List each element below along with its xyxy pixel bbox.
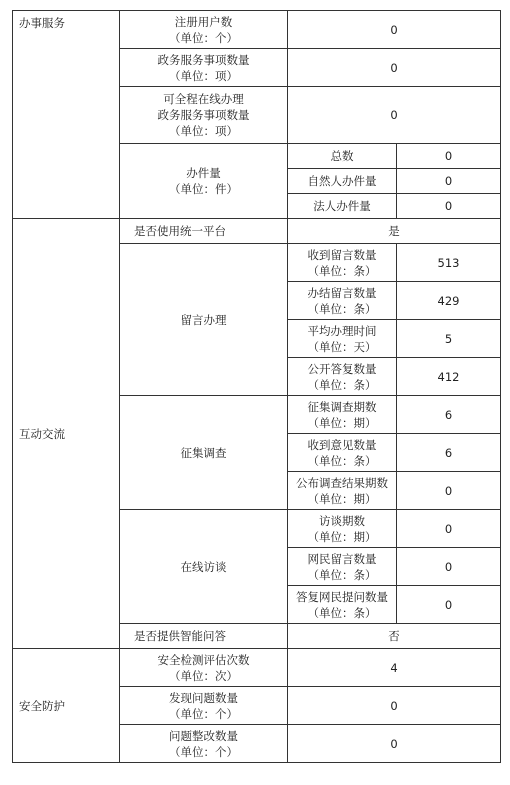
handling-legal-label: 法人办件量 bbox=[288, 194, 397, 219]
statistics-table bbox=[12, 10, 501, 763]
unified-platform-label: 是否使用统一平台 bbox=[120, 219, 288, 244]
problems-fixed-label: 问题整改数量 （单位：个） bbox=[120, 725, 288, 763]
unified-platform-value: 是 bbox=[288, 219, 501, 244]
messages-closed-value: 429 bbox=[397, 282, 501, 320]
handling-label: 办件量 （单位：件） bbox=[120, 144, 288, 219]
service-items-value: 0 bbox=[288, 49, 501, 87]
interview-periods-value: 0 bbox=[397, 510, 501, 548]
registered-users-label: 注册用户数 （单位：个） bbox=[120, 11, 288, 49]
registered-users-value: 0 bbox=[288, 11, 501, 49]
table-row bbox=[13, 219, 501, 244]
evaluations-value: 4 bbox=[288, 649, 501, 687]
section-security-label: 安全防护 bbox=[13, 649, 120, 763]
survey-results-label: 公布调查结果期数 （单位：期） bbox=[288, 472, 397, 510]
survey-opinions-value: 6 bbox=[397, 434, 501, 472]
messages-public-reply-value: 412 bbox=[397, 358, 501, 396]
handling-legal-value: 0 bbox=[397, 194, 501, 219]
smart-qa-label: 是否提供智能问答 bbox=[120, 624, 288, 649]
problems-found-label: 发现问题数量 （单位：个） bbox=[120, 687, 288, 725]
interview-periods-label: 访谈期数 （单位：期） bbox=[288, 510, 397, 548]
handling-natural-value: 0 bbox=[397, 169, 501, 194]
interview-netizen-msgs-label: 网民留言数量 （单位：条） bbox=[288, 548, 397, 586]
interview-replies-value: 0 bbox=[397, 586, 501, 624]
smart-qa-value: 否 bbox=[288, 624, 501, 649]
problems-found-value: 0 bbox=[288, 687, 501, 725]
handling-total-label: 总数 bbox=[288, 144, 397, 169]
full-online-label: 可全程在线办理 政务服务事项数量 （单位：项） bbox=[120, 87, 288, 144]
survey-periods-label: 征集调查期数 （单位：期） bbox=[288, 396, 397, 434]
section-service-label: 办事服务 bbox=[13, 11, 120, 219]
survey-label: 征集调查 bbox=[120, 396, 288, 510]
table-row bbox=[13, 649, 501, 687]
messages-avg-time-value: 5 bbox=[397, 320, 501, 358]
survey-periods-value: 6 bbox=[397, 396, 501, 434]
messages-avg-time-label: 平均办理时间 （单位：天） bbox=[288, 320, 397, 358]
messages-public-reply-label: 公开答复数量 （单位：条） bbox=[288, 358, 397, 396]
survey-opinions-label: 收到意见数量 （单位：条） bbox=[288, 434, 397, 472]
handling-natural-label: 自然人办件量 bbox=[288, 169, 397, 194]
interview-netizen-msgs-value: 0 bbox=[397, 548, 501, 586]
table-row bbox=[13, 11, 501, 49]
handling-total-value: 0 bbox=[397, 144, 501, 169]
problems-fixed-value: 0 bbox=[288, 725, 501, 763]
evaluations-label: 安全检测评估次数 （单位：次） bbox=[120, 649, 288, 687]
messages-closed-label: 办结留言数量 （单位：条） bbox=[288, 282, 397, 320]
full-online-value: 0 bbox=[288, 87, 501, 144]
interview-replies-label: 答复网民提问数量 （单位：条） bbox=[288, 586, 397, 624]
section-interaction-label: 互动交流 bbox=[13, 219, 120, 649]
interview-label: 在线访谈 bbox=[120, 510, 288, 624]
service-items-label: 政务服务事项数量 （单位：项） bbox=[120, 49, 288, 87]
survey-results-value: 0 bbox=[397, 472, 501, 510]
messages-label: 留言办理 bbox=[120, 244, 288, 396]
messages-received-value: 513 bbox=[397, 244, 501, 282]
messages-received-label: 收到留言数量 （单位：条） bbox=[288, 244, 397, 282]
